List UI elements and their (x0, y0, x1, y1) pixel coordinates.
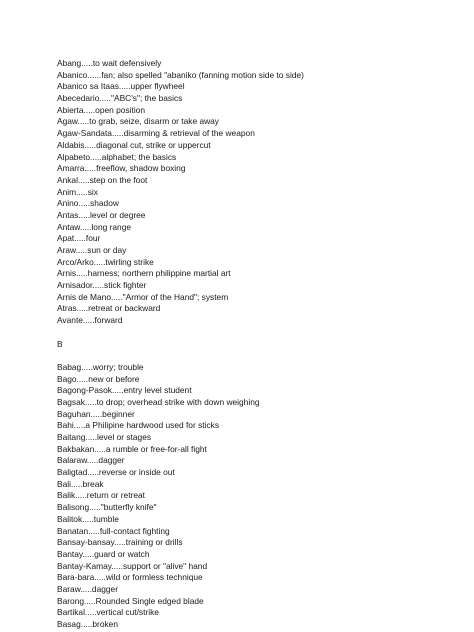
glossary-list (57, 58, 457, 631)
glossary-entry: Baligtad.....reverse or inside out (57, 467, 175, 478)
glossary-entry: Apat.....four (57, 233, 101, 244)
glossary-entry: Bara-bara.....wild or formless technique (57, 572, 203, 583)
glossary-entry: Balaraw.....dagger (57, 455, 125, 466)
glossary-entry: Bantay.....guard or watch (57, 548, 150, 559)
glossary-entry: Araw.....sun or day (57, 245, 127, 255)
glossary-entry: Abang.....to wait defensively (57, 58, 162, 68)
glossary-entry: Balitok.....tumble (57, 513, 119, 524)
section-heading-b: B (57, 338, 63, 349)
glossary-entry: Antas.....level or degree (57, 209, 146, 220)
glossary-entry: Baitang.....level or stages (57, 432, 152, 442)
glossary-entry: Ankal.....step on the foot (57, 174, 148, 185)
glossary-entry: Abecedario....."ABC's"; the basics (57, 93, 183, 104)
glossary-entry: Bago.....new or before (57, 373, 140, 384)
glossary-entry: Babag.....worry; trouble (57, 361, 144, 372)
glossary-entry: Bagong-Pasok.....entry level student (57, 385, 192, 396)
glossary-entry: Abanico......fan; also spelled "abaniko (fanning motion side to side) (57, 69, 304, 80)
glossary-entry: Agaw.....to grab, seize, disarm or take away (57, 116, 219, 127)
glossary-entry: Baraw.....dagger (57, 583, 118, 594)
glossary-entry: Barong.....Rounded Single edged blade (57, 595, 204, 606)
glossary-entry: Baguhan.....beginner (57, 408, 135, 419)
glossary-entry: Arnis.....harness; northern philippine martial art (57, 268, 231, 279)
glossary-entry: Arco/Arko.....twirling strike (57, 256, 154, 267)
glossary-entry: Antaw.....long range (57, 221, 132, 232)
glossary-entry: Amarra.....freeflow, shadow boxing (57, 163, 186, 174)
glossary-entry: Bartikal.....vertical cut/strike (57, 607, 159, 618)
glossary-entry: Avante.....forward (57, 315, 123, 326)
glossary-entry: Bali.....break (57, 478, 104, 489)
glossary-entry: Arnis de Mano....."Armor of the Hand"; system (57, 291, 229, 302)
glossary-entry: Aldabis.....diagonal cut, strike or uppercut (57, 139, 211, 150)
glossary-entry: Alpabeto.....alphabet; the basics (57, 151, 177, 162)
section-a (57, 58, 457, 327)
glossary-entry: Anim.....six (57, 186, 98, 197)
glossary-entry: Bagsak.....to drop; overhead strike with down weighing (57, 396, 260, 407)
glossary-entry: Abanico sa Itaas.....upper flywheel (57, 81, 185, 92)
glossary-entry: Bantay-Kamay.....support or "alive" hand (57, 560, 208, 571)
glossary-entry: Banatan.....full-contact fighting (57, 525, 170, 536)
glossary-entry: Abierta.....open position (57, 104, 145, 115)
glossary-entry: Anino.....shadow (57, 198, 119, 209)
glossary-entry: Bahi.....a Philipine hardwood used for sticks (57, 420, 220, 431)
section-b (57, 362, 457, 631)
glossary-entry: Bakbakan.....a rumble or free-for-all fight (57, 443, 207, 454)
glossary-entry: Atras.....retreat or backward (57, 303, 161, 314)
glossary-entry: Balisong....."butterfly knife" (57, 502, 157, 513)
glossary-entry: Arnisador.....stick fighter (57, 280, 147, 291)
glossary-entry: Balik.....return or retreat (57, 490, 145, 501)
glossary-entry: Bansay-bansay.....training or drills (57, 537, 183, 548)
glossary-entry: Basag.....broken (57, 619, 118, 629)
glossary-entry: Agaw-Sandata.....disarming & retrieval of the weapon (57, 128, 255, 139)
